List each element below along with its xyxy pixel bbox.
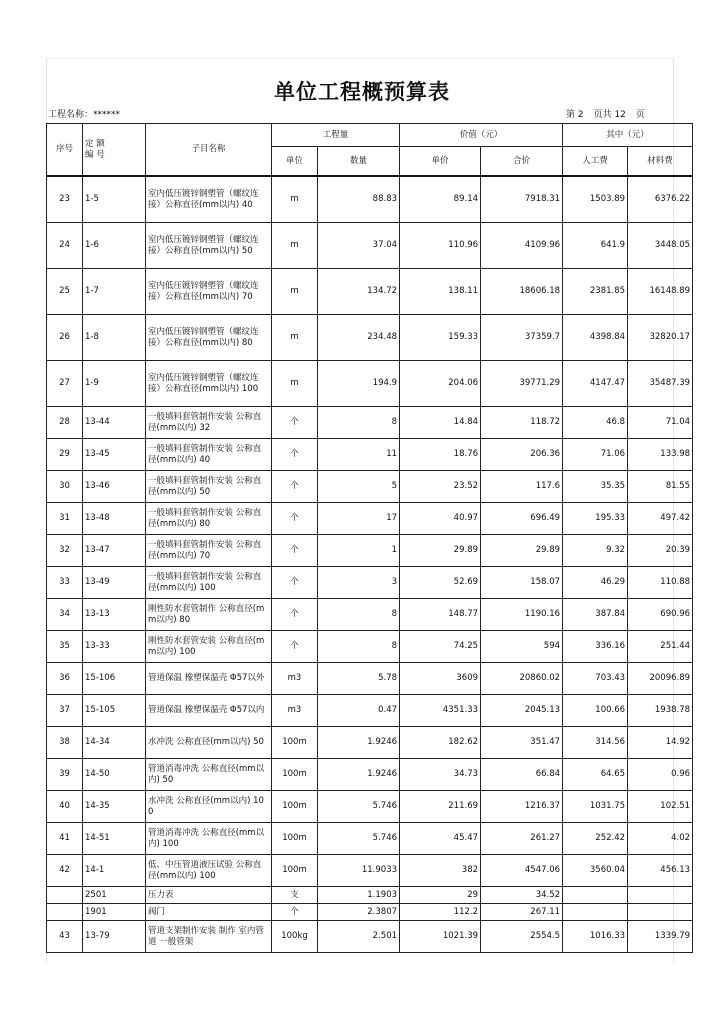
cell-seq: 27 xyxy=(47,361,83,407)
cell-unit-price: 34.73 xyxy=(400,759,481,791)
cell-item-name: 室内低压镀锌钢塑管（螺纹连接）公称直径(mm以内) 70 xyxy=(146,269,272,315)
cell-item-name: 管道支架制作安装 制作 室内管道 一般管架 xyxy=(146,921,272,953)
cell-quota-code: 13-33 xyxy=(83,631,146,663)
cell-item-name: 一般填料套管制作安装 公称直径(mm以内) 70 xyxy=(146,535,272,567)
cell-seq: 25 xyxy=(47,269,83,315)
cell-qty: 194.9 xyxy=(318,361,400,407)
cell-seq: 31 xyxy=(47,503,83,535)
cell-item-name: 刚性防水套管制作 公称直径(mm以内) 80 xyxy=(146,599,272,631)
cell-quota-code: 14-35 xyxy=(83,791,146,823)
budget-table xyxy=(46,123,693,953)
table-row xyxy=(47,921,693,953)
cell-labor: 64.65 xyxy=(563,759,628,791)
cell-unit: 支 xyxy=(272,887,318,904)
cell-total: 206.36 xyxy=(481,439,563,471)
table-row xyxy=(47,855,693,887)
cell-labor: 2381.85 xyxy=(563,269,628,315)
cell-item-name: 水冲洗 公称直径(mm以内) 50 xyxy=(146,727,272,759)
budget-table-body xyxy=(47,176,693,953)
cell-total: 29.89 xyxy=(481,535,563,567)
cell-labor: 1503.89 xyxy=(563,176,628,223)
cell-material xyxy=(628,904,693,921)
cell-labor xyxy=(563,904,628,921)
cell-quota-code: 14-51 xyxy=(83,823,146,855)
cell-qty: 11 xyxy=(318,439,400,471)
cell-seq: 29 xyxy=(47,439,83,471)
cell-total: 37359.7 xyxy=(481,315,563,361)
cell-qty: 134.72 xyxy=(318,269,400,315)
cell-quota-code: 1-9 xyxy=(83,361,146,407)
header-material: 材料费 xyxy=(628,147,693,177)
cell-total: 4109.96 xyxy=(481,223,563,269)
table-row xyxy=(47,727,693,759)
cell-unit-price: 45.47 xyxy=(400,823,481,855)
cell-material: 110.88 xyxy=(628,567,693,599)
cell-labor: 195.33 xyxy=(563,503,628,535)
cell-total: 2554.5 xyxy=(481,921,563,953)
cell-seq: 30 xyxy=(47,471,83,503)
cell-total: 351.47 xyxy=(481,727,563,759)
cell-seq: 37 xyxy=(47,695,83,727)
cell-material: 1938.78 xyxy=(628,695,693,727)
cell-total: 34.52 xyxy=(481,887,563,904)
cell-unit-price: 29.89 xyxy=(400,535,481,567)
cell-quota-code: 1-8 xyxy=(83,315,146,361)
cell-item-name: 一般填料套管制作安装 公称直径(mm以内) 80 xyxy=(146,503,272,535)
cell-qty: 2.501 xyxy=(318,921,400,953)
cell-material: 497.42 xyxy=(628,503,693,535)
cell-material: 81.55 xyxy=(628,471,693,503)
cell-qty: 11.9033 xyxy=(318,855,400,887)
cell-seq: 38 xyxy=(47,727,83,759)
cell-item-name: 阀门 xyxy=(146,904,272,921)
cell-quota-code: 14-1 xyxy=(83,855,146,887)
cell-seq: 35 xyxy=(47,631,83,663)
cell-seq xyxy=(47,904,83,921)
table-row xyxy=(47,759,693,791)
page-number: 第 2 xyxy=(566,110,584,120)
cell-material: 251.44 xyxy=(628,631,693,663)
cell-qty: 1.9246 xyxy=(318,727,400,759)
cell-material: 71.04 xyxy=(628,407,693,439)
cell-item-name: 管道消毒冲洗 公称直径(mm以内) 50 xyxy=(146,759,272,791)
cell-unit-price: 211.69 xyxy=(400,791,481,823)
header-unit-price: 单价 xyxy=(400,147,481,177)
cell-material: 1339.79 xyxy=(628,921,693,953)
cell-material: 32820.17 xyxy=(628,315,693,361)
cell-labor: 71.06 xyxy=(563,439,628,471)
cell-unit-price: 382 xyxy=(400,855,481,887)
header-unit: 单位 xyxy=(272,147,318,177)
cell-unit: 个 xyxy=(272,503,318,535)
cell-quota-code: 13-79 xyxy=(83,921,146,953)
cell-labor: 100.66 xyxy=(563,695,628,727)
cell-seq: 24 xyxy=(47,223,83,269)
cell-qty: 0.47 xyxy=(318,695,400,727)
table-row xyxy=(47,791,693,823)
cell-unit: m xyxy=(272,223,318,269)
cell-item-name: 室内低压镀锌钢塑管（螺纹连接）公称直径(mm以内) 40 xyxy=(146,176,272,223)
cell-seq xyxy=(47,887,83,904)
cell-unit: m3 xyxy=(272,663,318,695)
cell-material: 0.96 xyxy=(628,759,693,791)
cell-unit: 个 xyxy=(272,439,318,471)
cell-quota-code: 13-49 xyxy=(83,567,146,599)
table-row xyxy=(47,535,693,567)
cell-seq: 43 xyxy=(47,921,83,953)
cell-unit: m xyxy=(272,361,318,407)
cell-material: 456.13 xyxy=(628,855,693,887)
cell-qty: 5 xyxy=(318,471,400,503)
cell-labor: 4147.47 xyxy=(563,361,628,407)
cell-qty: 1 xyxy=(318,535,400,567)
cell-unit: m xyxy=(272,176,318,223)
cell-quota-code: 2501 xyxy=(83,887,146,904)
cell-unit-price: 74.25 xyxy=(400,631,481,663)
cell-seq: 42 xyxy=(47,855,83,887)
cell-item-name: 一般填料套管制作安装 公称直径(mm以内) 100 xyxy=(146,567,272,599)
cell-unit-price: 112.2 xyxy=(400,904,481,921)
cell-quota-code: 13-46 xyxy=(83,471,146,503)
cell-item-name: 一般填料套管制作安装 公称直径(mm以内) 50 xyxy=(146,471,272,503)
cell-unit-price: 138.11 xyxy=(400,269,481,315)
table-row xyxy=(47,887,693,904)
cell-unit-price: 23.52 xyxy=(400,471,481,503)
cell-item-name: 室内低压镀锌钢塑管（螺纹连接）公称直径(mm以内) 50 xyxy=(146,223,272,269)
cell-seq: 32 xyxy=(47,535,83,567)
cell-qty: 17 xyxy=(318,503,400,535)
header-quantity-group: 工程量 xyxy=(272,124,400,147)
cell-unit: 100kg xyxy=(272,921,318,953)
header-item-name: 子目名称 xyxy=(146,124,272,177)
cell-qty: 5.746 xyxy=(318,791,400,823)
cell-labor: 35.35 xyxy=(563,471,628,503)
cell-item-name: 管道消毒冲洗 公称直径(mm以内) 100 xyxy=(146,823,272,855)
cell-total: 1190.16 xyxy=(481,599,563,631)
cell-total: 39771.29 xyxy=(481,361,563,407)
table-row xyxy=(47,567,693,599)
cell-item-name: 一般填料套管制作安装 公称直径(mm以内) 40 xyxy=(146,439,272,471)
cell-unit-price: 182.62 xyxy=(400,727,481,759)
cell-qty: 1.1903 xyxy=(318,887,400,904)
cell-qty: 1.9246 xyxy=(318,759,400,791)
cell-unit: 个 xyxy=(272,904,318,921)
cell-unit: m xyxy=(272,315,318,361)
table-row xyxy=(47,407,693,439)
cell-material: 35487.39 xyxy=(628,361,693,407)
cell-material: 4.02 xyxy=(628,823,693,855)
cell-qty: 234.48 xyxy=(318,315,400,361)
cell-unit-price: 52.69 xyxy=(400,567,481,599)
cell-unit: 个 xyxy=(272,631,318,663)
cell-quota-code: 13-48 xyxy=(83,503,146,535)
cell-quota-code: 14-34 xyxy=(83,727,146,759)
cell-total: 696.49 xyxy=(481,503,563,535)
cell-labor: 1031.75 xyxy=(563,791,628,823)
cell-quota-code: 15-105 xyxy=(83,695,146,727)
cell-qty: 5.78 xyxy=(318,663,400,695)
table-row xyxy=(47,631,693,663)
cell-total: 2045.13 xyxy=(481,695,563,727)
cell-labor xyxy=(563,887,628,904)
cell-total: 7918.31 xyxy=(481,176,563,223)
cell-unit-price: 159.33 xyxy=(400,315,481,361)
cell-qty: 8 xyxy=(318,407,400,439)
cell-total: 20860.02 xyxy=(481,663,563,695)
cell-item-name: 低、中压管道液压试验 公称直径(mm以内) 100 xyxy=(146,855,272,887)
cell-labor: 703.43 xyxy=(563,663,628,695)
cell-qty: 3 xyxy=(318,567,400,599)
header-labor: 人工费 xyxy=(563,147,628,177)
cell-labor: 46.8 xyxy=(563,407,628,439)
cell-total: 4547.06 xyxy=(481,855,563,887)
cell-labor: 314.56 xyxy=(563,727,628,759)
cell-seq: 39 xyxy=(47,759,83,791)
cell-unit: m3 xyxy=(272,695,318,727)
cell-material: 102.51 xyxy=(628,791,693,823)
cell-quota-code: 1-5 xyxy=(83,176,146,223)
header-among-group: 其中（元） xyxy=(563,124,693,147)
cell-material xyxy=(628,887,693,904)
document-title: 单位工程概预算表 xyxy=(274,80,450,104)
cell-seq: 40 xyxy=(47,791,83,823)
cell-total: 267.11 xyxy=(481,904,563,921)
page-total: 页共 12 xyxy=(593,110,626,120)
table-row xyxy=(47,904,693,921)
cell-material: 16148.89 xyxy=(628,269,693,315)
cell-unit: 个 xyxy=(272,535,318,567)
cell-unit-price: 204.06 xyxy=(400,361,481,407)
cell-item-name: 管道保温 橡塑保温壳 Φ57以外 xyxy=(146,663,272,695)
cell-unit: 个 xyxy=(272,471,318,503)
cell-material: 6376.22 xyxy=(628,176,693,223)
cell-quota-code: 13-44 xyxy=(83,407,146,439)
table-row xyxy=(47,176,693,223)
table-row xyxy=(47,471,693,503)
table-row xyxy=(47,361,693,407)
cell-seq: 36 xyxy=(47,663,83,695)
cell-unit-price: 3609 xyxy=(400,663,481,695)
cell-seq: 33 xyxy=(47,567,83,599)
cell-seq: 34 xyxy=(47,599,83,631)
cell-unit: 个 xyxy=(272,407,318,439)
cell-labor: 9.32 xyxy=(563,535,628,567)
cell-material: 20.39 xyxy=(628,535,693,567)
cell-qty: 2.3807 xyxy=(318,904,400,921)
cell-quota-code: 1-7 xyxy=(83,269,146,315)
table-row xyxy=(47,823,693,855)
cell-total: 18606.18 xyxy=(481,269,563,315)
cell-labor: 336.16 xyxy=(563,631,628,663)
page-indicator xyxy=(566,107,655,120)
cell-quota-code: 13-13 xyxy=(83,599,146,631)
cell-seq: 41 xyxy=(47,823,83,855)
cell-unit-price: 89.14 xyxy=(400,176,481,223)
project-name-label: 工程名称：****** xyxy=(48,110,121,120)
cell-total: 66.84 xyxy=(481,759,563,791)
header-quota-no: 定 额 编 号 xyxy=(83,124,146,177)
cell-quota-code: 13-47 xyxy=(83,535,146,567)
cell-qty: 8 xyxy=(318,599,400,631)
cell-unit: 个 xyxy=(272,599,318,631)
page-suffix: 页 xyxy=(635,110,645,120)
cell-total: 158.07 xyxy=(481,567,563,599)
cell-item-name: 压力表 xyxy=(146,887,272,904)
cell-item-name: 刚性防水套管安装 公称直径(mm以内) 100 xyxy=(146,631,272,663)
cell-quota-code: 14-50 xyxy=(83,759,146,791)
cell-qty: 8 xyxy=(318,631,400,663)
cell-material: 133.98 xyxy=(628,439,693,471)
table-row xyxy=(47,663,693,695)
cell-material: 690.96 xyxy=(628,599,693,631)
cell-labor: 3560.04 xyxy=(563,855,628,887)
cell-total: 1216.37 xyxy=(481,791,563,823)
table-row xyxy=(47,599,693,631)
cell-unit-price: 29 xyxy=(400,887,481,904)
cell-material: 14.92 xyxy=(628,727,693,759)
cell-item-name: 管道保温 橡塑保温壳 Φ57以内 xyxy=(146,695,272,727)
cell-item-name: 一般填料套管制作安装 公称直径(mm以内) 32 xyxy=(146,407,272,439)
cell-qty: 5.746 xyxy=(318,823,400,855)
cell-quota-code: 1-6 xyxy=(83,223,146,269)
table-row xyxy=(47,503,693,535)
header-total: 合价 xyxy=(481,147,563,177)
cell-unit-price: 4351.33 xyxy=(400,695,481,727)
cell-qty: 37.04 xyxy=(318,223,400,269)
table-row xyxy=(47,695,693,727)
cell-unit-price: 40.97 xyxy=(400,503,481,535)
cell-unit: m xyxy=(272,269,318,315)
cell-seq: 28 xyxy=(47,407,83,439)
cell-labor: 1016.33 xyxy=(563,921,628,953)
cell-unit: 个 xyxy=(272,567,318,599)
cell-seq: 26 xyxy=(47,315,83,361)
header-seq: 序号 xyxy=(47,124,83,177)
cell-total: 594 xyxy=(481,631,563,663)
cell-quota-code: 13-45 xyxy=(83,439,146,471)
cell-item-name: 室内低压镀锌钢塑管（螺纹连接）公称直径(mm以内) 100 xyxy=(146,361,272,407)
table-row xyxy=(47,439,693,471)
cell-total: 118.72 xyxy=(481,407,563,439)
cell-item-name: 室内低压镀锌钢塑管（螺纹连接）公称直径(mm以内) 80 xyxy=(146,315,272,361)
cell-labor: 641.9 xyxy=(563,223,628,269)
table-row xyxy=(47,223,693,269)
cell-quota-code: 1901 xyxy=(83,904,146,921)
cell-unit-price: 14.84 xyxy=(400,407,481,439)
cell-labor: 252.42 xyxy=(563,823,628,855)
cell-unit: 100m xyxy=(272,823,318,855)
header-value-group: 价值（元） xyxy=(400,124,563,147)
cell-seq: 23 xyxy=(47,176,83,223)
cell-unit: 100m xyxy=(272,855,318,887)
cell-unit: 100m xyxy=(272,759,318,791)
cell-material: 20096.89 xyxy=(628,663,693,695)
cell-labor: 46.29 xyxy=(563,567,628,599)
cell-total: 261.27 xyxy=(481,823,563,855)
cell-unit-price: 110.96 xyxy=(400,223,481,269)
cell-total: 117.6 xyxy=(481,471,563,503)
cell-unit-price: 1021.39 xyxy=(400,921,481,953)
table-row xyxy=(47,315,693,361)
cell-quota-code: 15-106 xyxy=(83,663,146,695)
cell-unit-price: 18.76 xyxy=(400,439,481,471)
cell-qty: 88.83 xyxy=(318,176,400,223)
cell-unit: 100m xyxy=(272,791,318,823)
cell-unit: 100m xyxy=(272,727,318,759)
header-qty: 数量 xyxy=(318,147,400,177)
cell-labor: 4398.84 xyxy=(563,315,628,361)
cell-item-name: 水冲洗 公称直径(mm以内) 100 xyxy=(146,791,272,823)
cell-labor: 387.84 xyxy=(563,599,628,631)
table-row xyxy=(47,269,693,315)
cell-material: 3448.05 xyxy=(628,223,693,269)
cell-unit-price: 148.77 xyxy=(400,599,481,631)
